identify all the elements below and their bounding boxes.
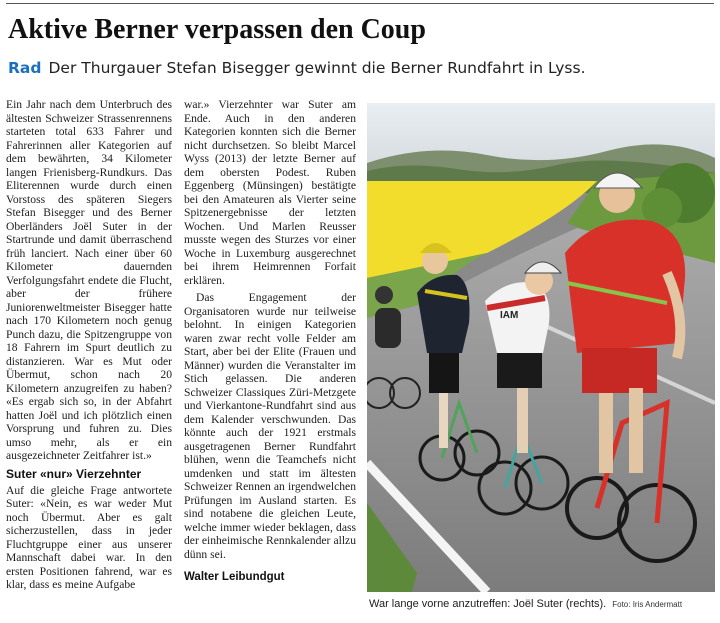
text-column-2 <box>184 98 356 585</box>
paragraph: Auf die gleiche Frage antwortete Suter: «Nein, es war weder Mut noch Übermut. Aber es galt sicherzustellen, dass in jeder Fluchtgruppe einer aus unserer Mannschaft dabei war. In den ersten Positionen fahrend, war es klar, dass es meine Aufgabe <box>6 483 172 591</box>
paragraph: Ein Jahr nach dem Unterbruch des ältesten Schweizer Strassenrennens starteten total 633 Fahrer und Fahrerinnen aller Kategorien auf dem bewährten, 34 Kilometer langen Frienisberg-Rundkurs. Das Eliterennen wurde durch einen Vorstoss des späteren Siegers Stefan Bisegger und des Berner Oberländers Joël Suter in der Startrunde und damit überraschend früh lanciert. Nach einer über 60 Kilometer dauernden Verfolgungsfahrt endete die Flucht, aber der frühere Juniorenweltmeister Bisegger hatte nach 170 Kilometern noch genug Punch dazu, die Spitzengruppe von 18 Fahrern im Spurt deutlich zu distanzieren. War es Mut oder Übermut, schon nach 20 Kilometern anzugreifen zu haben? «Es ergab sich so, in der Abfahrt hatten Joël und ich plötzlich einen Vorsprung und fuhren zu. Dies umso mehr, als er ein ausgezeichneter Zeitfahrer ist.» <box>6 98 172 462</box>
photo-credit: Foto: Iris Andermatt <box>612 600 683 609</box>
jersey-lettering: IAM <box>500 310 519 321</box>
headline: Aktive Berner verpassen den Coup <box>8 14 426 45</box>
top-rule <box>6 3 714 4</box>
author-byline: Walter Leibundgut <box>184 571 285 583</box>
cycling-photo-illustration <box>367 103 715 592</box>
paragraph: Das Engagement der Organisatoren wurde nur teilweise belohnt. In einigen Kategorien waren zwar recht volle Felder am Start, aber bei der Elite (Frauen und Männer) wurden die Veranstalter im Stich gelassen. Die anderen Schweizer Classiques Züri-Metzgete und Vierkantone-Rundfahrt sind aus dem Kalender verschwunden. Das könnte auch der 1921 erstmals ausgetragenen Berner Rundfahrt blühen, wenn die Teamchefs nicht umdenken und statt im ältesten Schweizer Rennen an irgendwelchen Prüfungen im Ausland starten. Es sind notabene die gleichen Leute, welche immer wieder beklagen, dass der einheimische Rennkalender allzu dünn sei. <box>184 291 356 561</box>
caption-text: War lange vorne anzutreffen: Joël Suter (rechts). <box>369 598 607 610</box>
cycling-photo <box>367 103 715 592</box>
section-kicker: Rad <box>8 59 42 77</box>
section-subhead: Suter «nur» Vierzehnter <box>6 466 142 481</box>
photo-caption <box>369 597 715 612</box>
paragraph: war.» Vierzehnter war Suter am Ende. Auch in den anderen Kategorien konnten sich die Berner nicht durchsetzen. So bleibt Marcel Wyss (2013) der letzte Berner auf dem obersten Podest. Ruben Eggenberg (Münsingen) bestätigte bei den Amateuren als Vierter seine Spitzenergebnisse der letzten Wochen. Und Marlen Reusser musste wegen des Sturzes vor einer Woche in Luxemburg ausgerechnet bei ihrem Heimrennen Forfait erklären. <box>184 98 356 287</box>
text-column-1 <box>6 98 172 596</box>
subheadline-row <box>8 57 586 79</box>
subheadline: Der Thurgauer Stefan Bisegger gewinnt die Berner Rundfahrt in Lyss. <box>48 59 586 77</box>
